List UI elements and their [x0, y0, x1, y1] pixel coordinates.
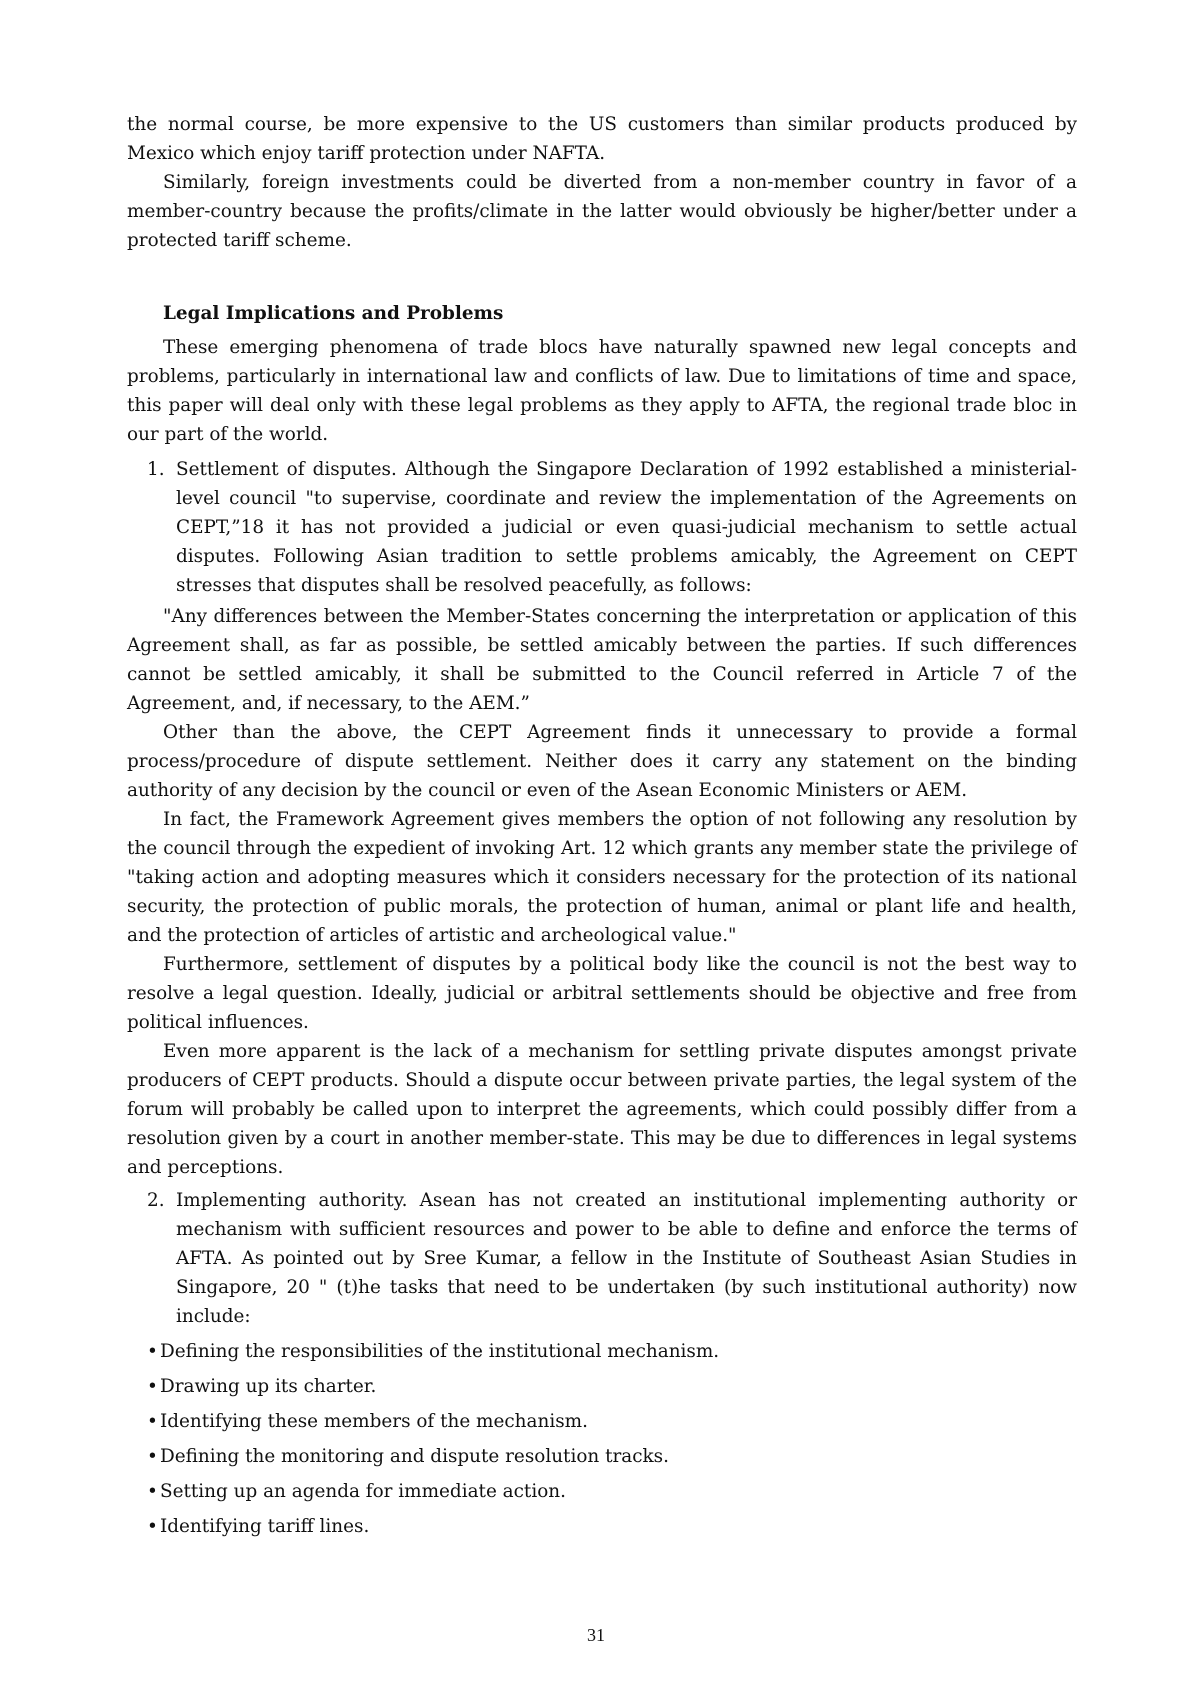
bullet-text: Identifying tariff lines.: [160, 1516, 370, 1537]
bullet-icon: •: [147, 1376, 158, 1397]
body-paragraph: Other than the above, the CEPT Agreement finds it unnecessary to provide a formal process/procedure of dispute settlement. Neither does it carry any statement on the binding authority of any decision by the council or even of the Asean Economic Ministers or AEM.: [127, 722, 1077, 801]
item-number: 1.: [147, 459, 165, 480]
bullet-icon: •: [147, 1481, 158, 1502]
quoted-paragraph: "Any differences between the Member-States concerning the interpretation or application of this Agreement shall, as far as possible, be settled amicably between the parties. If such differences cannot be settled amicably, it shall be submitted to the Council referred in Article 7 of the Agreement, and, if necessary, to the AEM.”: [127, 606, 1077, 714]
bullet-item: [147, 1512, 1077, 1547]
item-text: Settlement of disputes. Although the Singapore Declaration of 1992 established a ministerial-level council "to supervise, coordinate and review the implementation of the Agreements on CEPT,”18 it has not provided a judicial or even quasi-judicial mechanism to settle actual disputes. Following Asian tradition to settle problems amicably, the Agreement on CEPT stresses that disputes shall be resolved peacefully, as follows:: [176, 459, 1077, 596]
document-page: [127, 110, 1077, 1547]
bullet-item: [147, 1407, 1077, 1442]
body-paragraph: In fact, the Framework Agreement gives members the option of not following any resolution by the council through the expedient of invoking Art. 12 which grants any member state the privilege of "taking action and adopting measures which it considers necessary for the protection of its national security, the protection of public morals, the protection of human, animal or plant life and health, and the protection of articles of artistic and archeological value.": [127, 809, 1077, 946]
numbered-item-settlement-of-disputes: [147, 455, 1077, 600]
bullet-icon: •: [147, 1411, 158, 1432]
body-paragraph: These emerging phenomena of trade blocs have naturally spawned new legal concepts and problems, particularly in international law and conflicts of law. Due to limitations of time and space, this paper will deal only with these legal problems as they apply to AFTA, the regional trade bloc in our part of the world.: [127, 337, 1077, 445]
bullet-text: Identifying these members of the mechanism.: [160, 1411, 588, 1432]
section-heading: Legal Implications and Problems: [163, 303, 504, 324]
bullet-item: [147, 1372, 1077, 1407]
bullet-item: [147, 1442, 1077, 1477]
body-paragraph: Even more apparent is the lack of a mechanism for settling private disputes amongst private producers of CEPT products. Should a dispute occur between private parties, the legal system of the forum will probably be called upon to interpret the agreements, which could possibly differ from a resolution given by a court in another member-state. This may be due to differences in legal systems and perceptions.: [127, 1041, 1077, 1178]
body-paragraph: the normal course, be more expensive to the US customers than similar products produced by Mexico which enjoy tariff protection under NAFTA.: [127, 114, 1077, 164]
numbered-item-implementing-authority: [147, 1186, 1077, 1331]
bullet-text: Defining the monitoring and dispute resolution tracks.: [160, 1446, 669, 1467]
task-bullet-list: [147, 1337, 1077, 1547]
bullet-icon: •: [147, 1341, 158, 1362]
page-number: 31: [587, 1625, 605, 1645]
body-paragraph: Furthermore, settlement of disputes by a political body like the council is not the best way to resolve a legal question. Ideally, judicial or arbitral settlements should be objective and free from political influences.: [127, 954, 1077, 1033]
bullet-text: Defining the responsibilities of the institutional mechanism.: [160, 1341, 720, 1362]
item-number: 2.: [147, 1190, 165, 1211]
bullet-icon: •: [147, 1446, 158, 1467]
bullet-item: [147, 1337, 1077, 1372]
bullet-item: [147, 1477, 1077, 1512]
body-paragraph: Similarly, foreign investments could be diverted from a non-member country in favor of a member-country because the profits/climate in the latter would obviously be higher/better under a protected tariff scheme.: [127, 172, 1077, 251]
bullet-text: Drawing up its charter.: [160, 1376, 377, 1397]
item-text: Implementing authority. Asean has not created an institutional implementing authority or mechanism with sufficient resources and power to be able to define and enforce the terms of AFTA. As pointed out by Sree Kumar, a fellow in the Institute of Southeast Asian Studies in Singapore, 20 " (t)he tasks that need to be undertaken (by such institutional authority) now include:: [176, 1190, 1077, 1327]
bullet-text: Setting up an agenda for immediate action.: [160, 1481, 566, 1502]
bullet-icon: •: [147, 1516, 158, 1537]
